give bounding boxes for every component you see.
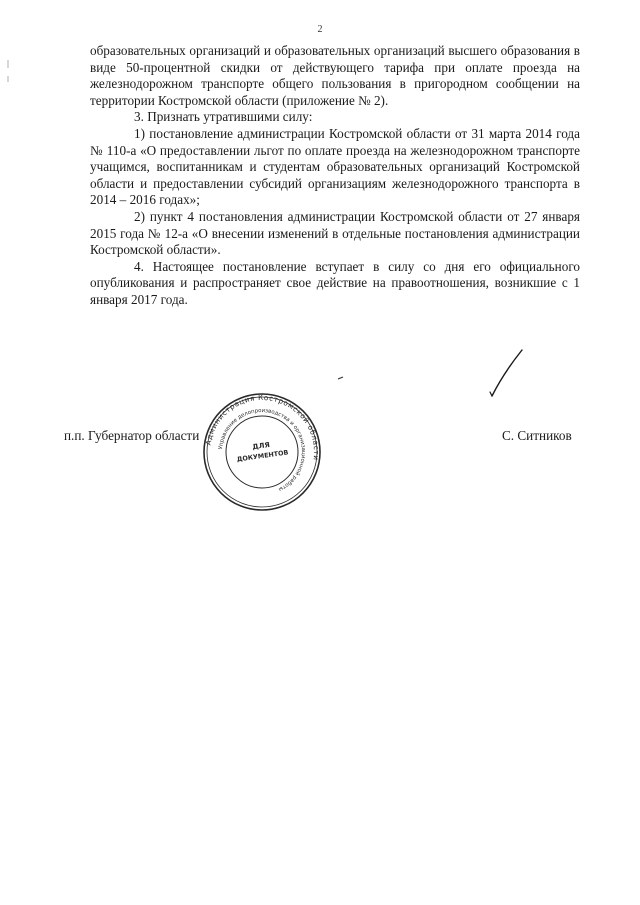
document-body	[90, 43, 580, 309]
ink-speck	[338, 376, 344, 380]
official-stamp	[192, 392, 332, 512]
paragraph-item-3: 3. Признать утратившими силу:	[134, 109, 313, 125]
svg-text:Администрация Костромской обла: Администрация Костромской области	[203, 392, 322, 462]
svg-text:ДЛЯ: ДЛЯ	[251, 440, 271, 452]
paragraph-subitem-2: 2) пункт 4 постановления администрации Костромской области от 27 января 2015 года № 12-а «О внесении изменений в отдельные постановления администрации Костромской области».	[90, 208, 580, 258]
signature-mark	[470, 348, 530, 398]
paragraph-subitem-1: 1) постановление администрации Костромской области от 31 марта 2014 года № 110-а «О предоставлении льгот по оплате проезда на железнодорожном транспорте учащимся, воспитанникам и студентам образовательных организаций Костромской области и предоставлении субсидий организациям железнодорожного транспорта в 2014 – 2016 годах»;	[90, 125, 580, 208]
margin-mark	[6, 60, 10, 90]
paragraph-continuation: образовательных организаций и образовательных организаций высшего образования в виде 50-процентной скидки от действующего тарифа при оплате проезда на железнодорожном транспорте общего пользования в пригородном сообщении на территории Костромской области (приложение № 2).	[90, 43, 580, 108]
page-number: 2	[317, 24, 323, 35]
paragraph-item-4: 4. Настоящее постановление вступает в силу со дня его официального опубликования и распространяет свое действие на правоотношения, возникшие с 1 января 2017 года.	[90, 258, 580, 307]
signatory-name: С. Ситников	[502, 428, 572, 443]
svg-text:Управление делопроизводства и: Управление делопроизводства и организационной работы	[218, 407, 307, 493]
svg-text:ДОКУМЕНТОВ: ДОКУМЕНТОВ	[236, 448, 289, 464]
signatory-title: п.п. Губернатор области	[64, 428, 200, 443]
